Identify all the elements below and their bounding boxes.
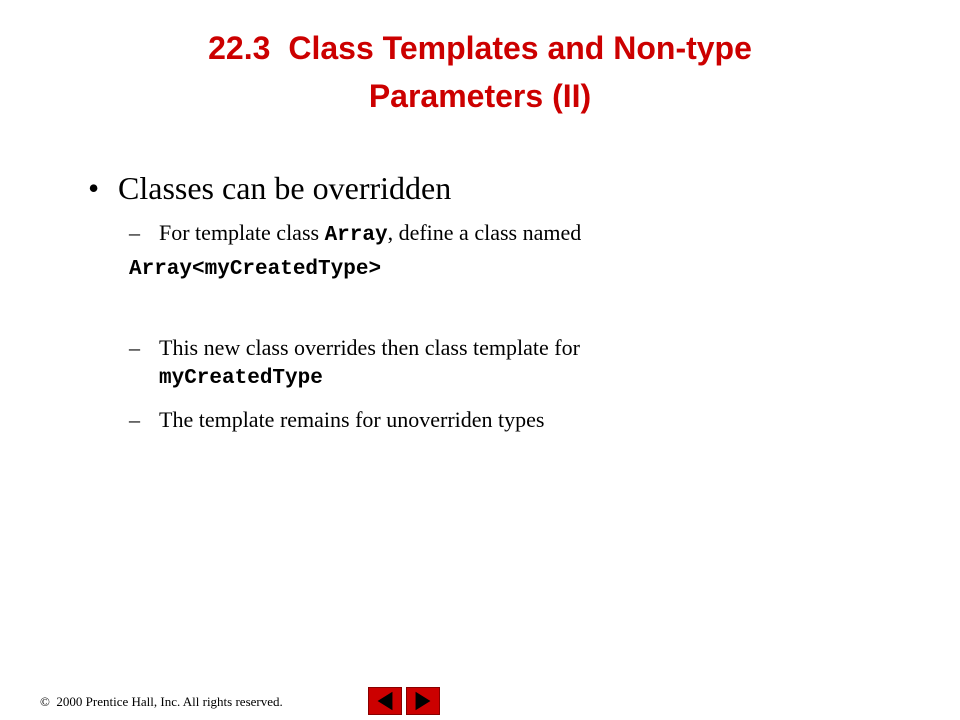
sub-item-2-code: myCreatedType xyxy=(159,367,323,390)
dash-marker: – xyxy=(129,220,140,245)
sub-item-1-text-before: For template class xyxy=(159,220,325,245)
sub-item-3 xyxy=(129,406,544,434)
sub-item-3-text: The template remains for unoverriden types xyxy=(159,407,545,432)
bullet-text: Classes can be overridden xyxy=(118,170,452,206)
dash-marker: – xyxy=(129,335,140,360)
left-arrow-icon xyxy=(369,688,401,714)
sub-item-1-text-after: , define a class named xyxy=(387,220,582,245)
bullet-marker: • xyxy=(88,170,100,206)
copyright-text: 2000 Prentice Hall, Inc. All rights reserved. xyxy=(56,694,283,709)
main-bullet xyxy=(88,168,451,208)
next-slide-button[interactable] xyxy=(406,687,440,715)
copyright-symbol: © xyxy=(40,694,50,709)
code-line: Array<myCreatedType> xyxy=(129,258,382,281)
sub-item-2-text: This new class overrides then class template for xyxy=(159,335,580,360)
title-line-1 xyxy=(90,24,870,72)
sub-item-1-code: Array xyxy=(324,224,388,247)
sub-item-1 xyxy=(129,219,581,250)
slide-title xyxy=(90,24,870,120)
title-text-1: Class Templates and Non-type xyxy=(288,30,752,66)
dash-marker: – xyxy=(129,407,140,432)
right-arrow-icon xyxy=(407,688,439,714)
footer-copyright xyxy=(40,692,283,712)
section-number: 22.3 xyxy=(208,30,271,66)
previous-slide-button[interactable] xyxy=(368,687,402,715)
title-line-2: Parameters (II) xyxy=(368,78,592,114)
sub-item-2 xyxy=(129,334,580,393)
